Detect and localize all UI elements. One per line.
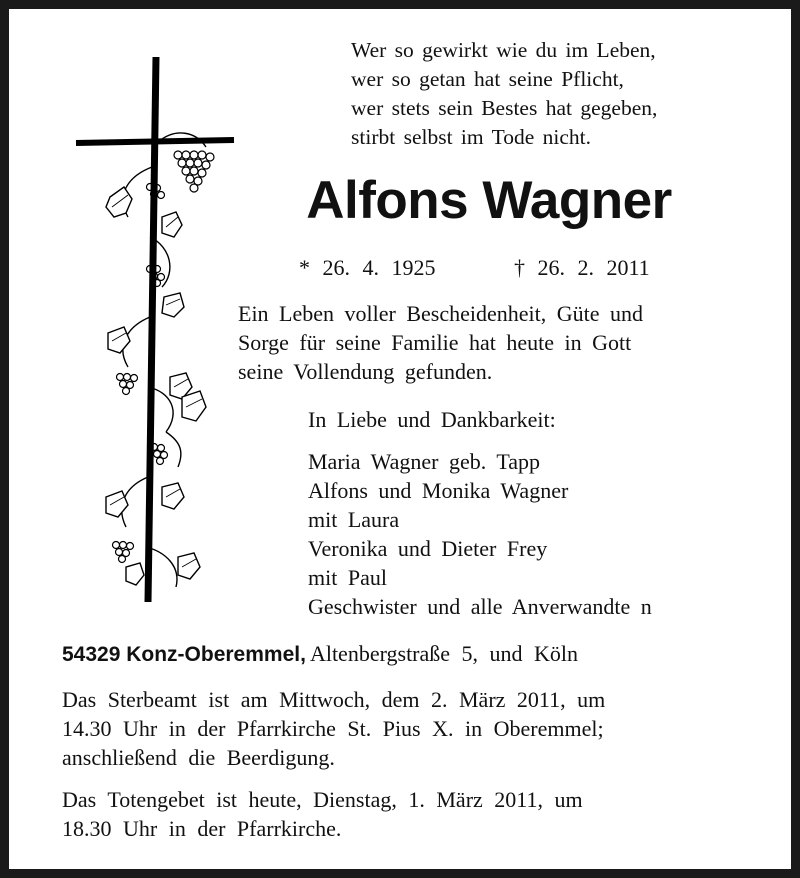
biography-line: Sorge für seine Familie hat heute in Gott: [238, 330, 632, 355]
funeral-service-info: [62, 685, 742, 772]
mourner-entry: mit Laura: [308, 507, 400, 532]
mourner-entry: Veronika und Dieter Frey: [308, 536, 548, 561]
verse-line: wer stets sein Bestes hat gegeben,: [351, 96, 658, 120]
funeral-line: anschließend die Beerdigung.: [62, 745, 335, 770]
mourner-entry: Alfons und Monika Wagner: [308, 478, 569, 503]
mourners-list: [308, 447, 652, 621]
cross-with-grapevine-icon: [66, 47, 236, 607]
verse-line: stirbt selbst im Tode nicht.: [351, 125, 592, 149]
biography-text: [238, 299, 738, 386]
memorial-verse: [351, 36, 771, 152]
prayer-line: 18.30 Uhr in der Pfarrkirche.: [62, 816, 342, 841]
funeral-line: 14.30 Uhr in der Pfarrkirche St. Pius X. in Oberemmel;: [62, 716, 604, 741]
mourner-entry: Geschwister und alle Anverwandte n: [308, 594, 652, 619]
thanks-heading: In Liebe und Dankbarkeit:: [308, 407, 556, 432]
biography-line: seine Vollendung gefunden.: [238, 359, 493, 384]
biography-line: Ein Leben voller Bescheidenheit, Güte und: [238, 301, 643, 326]
mourner-entry: Maria Wagner geb. Tapp: [308, 449, 541, 474]
verse-line: Wer so gewirkt wie du im Leben,: [351, 38, 656, 62]
verse-line: wer so getan hat seine Pflicht,: [351, 67, 624, 91]
address-line: [62, 641, 578, 667]
address-place: 54329 Konz-Oberemmel,: [62, 643, 306, 666]
birth-date: * 26. 4. 1925: [299, 255, 436, 280]
address-street: Altenbergstraße 5, und Köln: [309, 641, 579, 666]
funeral-line: Das Sterbeamt ist am Mittwoch, dem 2. März 2011, um: [62, 687, 606, 712]
mourner-entry: mit Paul: [308, 565, 387, 590]
prayer-line: Das Totengebet ist heute, Dienstag, 1. März 2011, um: [62, 787, 583, 812]
prayer-service-info: [62, 785, 742, 843]
deceased-name: Alfons Wagner: [306, 171, 672, 230]
death-date: † 26. 2. 2011: [514, 255, 650, 280]
